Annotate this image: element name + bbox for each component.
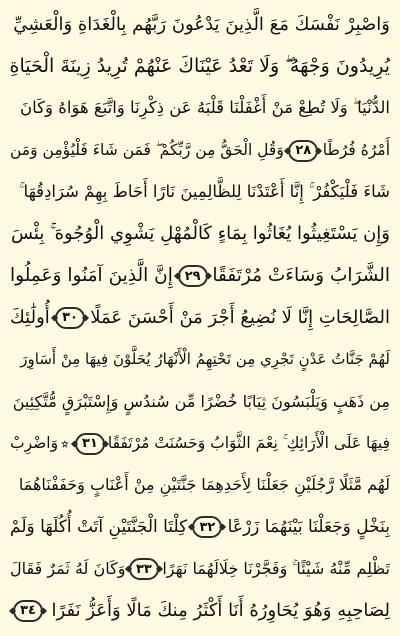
- hizb-star-icon: [61, 436, 69, 452]
- line-14-text-b: وَكَانَ لَهُ ثَمَرٌ فَقَالَ: [10, 559, 126, 579]
- line-13-text-a: بِنَخْلٍ وَجَعَلْنَا بَيْنَهُمَا زَرْعًا: [227, 516, 390, 537]
- line-11-text-a: فِيهَا عَلَى الْأَرَائِكِ ۚ نِعْمَ الثَّوَابُ وَحَسُنَتْ مُرْتَفَقًا: [107, 433, 390, 452]
- line-2-text: يُرِيدُونَ وَجْهَهُ ۖ وَلَا تَعْدُ عَيْنَاكَ عَنْهُمْ تُرِيدُ زِينَةَ الْحَيَاةِ: [9, 55, 390, 78]
- text-line-15: [8, 590, 392, 632]
- text-line-13: [8, 506, 392, 548]
- ayah-number-marker: ٣٣: [129, 558, 159, 580]
- line-14-text-a: تَظْلِم مِّنْهُ شَيْئًا ۚ وَفَجَّرْنَا خِلَالَهُمَا نَهَرًا: [162, 559, 390, 579]
- ayah-number-marker: ٣٠: [55, 307, 85, 329]
- text-line-4: [8, 130, 392, 172]
- line-11-text-b: وَاضْرِبْ: [10, 433, 59, 452]
- line-10-text: مِن ذَهَبٍ وَيَلْبَسُونَ ثِيَابًا خُضْرًا مِّن سُندُسٍ وَإِسْتَبْرَقٍ مُّتَّكِئِينَ: [12, 391, 390, 411]
- line-6-text: وَإِن يَسْتَغِيثُوا يُغَاثُوا بِمَاءٍ كَالْمُهْلِ يَشْوِي الْوُجُوهَ ۚ بِئْسَ: [10, 223, 390, 245]
- line-8-text-b: أُولَٰئِكَ: [10, 306, 50, 328]
- text-line-2: [8, 46, 392, 88]
- text-line-7: [8, 255, 392, 297]
- line-9-text: لَهُمْ جَنَّاتُ عَدْنٍ تَجْرِي مِن تَحْتِهِمُ الْأَنْهَارُ يُحَلَّوْنَ فِيهَا مِنْ أَسَاوِرَ: [20, 350, 390, 369]
- line-8-text-a: الصَّالِحَاتِ إِنَّا لَا نُضِيعُ أَجْرَ مَنْ أَحْسَنَ عَمَلًا: [90, 306, 390, 328]
- line-4-text-b: وَقُلِ الْحَقُّ مِن رَّبِّكُمْ ۖ فَمَن شَاءَ فَلْيُؤْمِن وَمَن: [10, 140, 284, 159]
- line-12-text: لَهُم مَّثَلًا رَّجُلَيْنِ جَعَلْنَا لِأَحَدِهِمَا جَنَّتَيْنِ مِنْ أَعْنَابٍ وَحَفَفْنَاهُمَا: [18, 475, 390, 495]
- line-13-text-b: كِلْتَا الْجَنَّتَيْنِ آتَتْ أُكُلَهَا وَلَمْ: [10, 516, 188, 537]
- line-4-text-a: أَمْرُهُ فُرُطًا: [322, 140, 390, 159]
- text-line-5: [8, 171, 392, 213]
- text-lines: [8, 4, 392, 632]
- text-line-9: [8, 339, 392, 381]
- text-line-10: [8, 381, 392, 423]
- text-line-3: [8, 88, 392, 130]
- line-7-text-a: الشَّرَابُ وَسَاءَتْ مُرْتَفَقًا: [212, 264, 390, 286]
- ayah-number-marker: ٣٤: [13, 600, 43, 622]
- text-line-8: [8, 297, 392, 339]
- ayah-number-marker: ٢٨: [288, 140, 318, 162]
- line-7-text-b: إِنَّ الَّذِينَ آمَنُوا وَعَمِلُوا: [10, 264, 173, 286]
- line-3-text: الدُّنْيَا ۖ وَلَا تُطِعْ مَنْ أَغْفَلْنَا قَلْبَهُ عَن ذِكْرِنَا وَاتَّبَعَ هَوَاهُ وَكَانَ: [20, 98, 390, 118]
- text-line-11: [8, 423, 392, 465]
- line-5-text: شَاءَ فَلْيَكْفُرْ ۚ إِنَّا أَعْتَدْنَا لِلظَّالِمِينَ نَارًا أَحَاطَ بِهِمْ سُرَادِقُهَا ۚ: [19, 182, 390, 202]
- ayah-number-marker: ٣١: [75, 433, 105, 455]
- text-line-12: [8, 464, 392, 506]
- text-line-14: [8, 548, 392, 590]
- line-1-text: وَاصْبِرْ نَفْسَكَ مَعَ الَّذِينَ يَدْعُونَ رَبَّهُم بِالْغَدَاةِ وَالْعَشِيِّ: [13, 13, 390, 35]
- line-15-text: لِصَاحِبِهِ وَهُوَ يُحَاوِرُهُ أَنَا أَكْثَرُ مِنكَ مَالًا وَأَعَزُّ نَفَرًا: [51, 599, 390, 621]
- text-line-1: [8, 4, 392, 46]
- text-line-6: [8, 213, 392, 255]
- ayah-number-marker: ٢٩: [178, 265, 208, 287]
- ayah-number-marker: ٣٢: [192, 516, 222, 538]
